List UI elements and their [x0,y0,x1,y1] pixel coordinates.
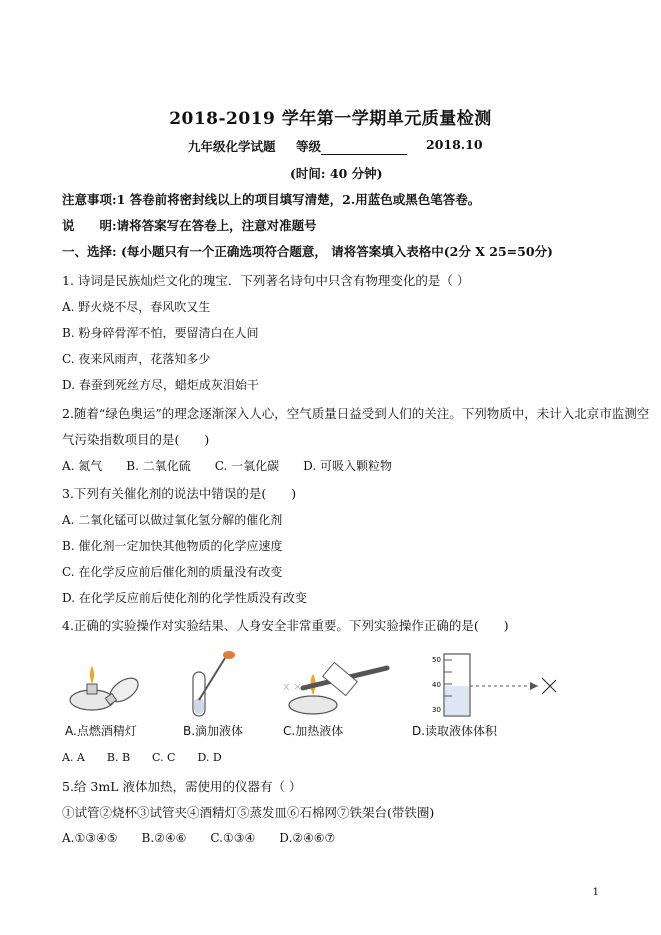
q1-option-c: C. 夜来风雨声，花落知多少 [62,352,211,366]
q5-items: ①试管②烧杯③试管夹④酒精灯⑤蒸发皿⑥石棉网⑦铁架台(带铁圈) [62,805,435,820]
q3-option-d: D. 在化学反应前后使化剂的化学性质没有改变 [62,591,307,605]
eye-icon [542,678,556,694]
arrow-head [530,682,538,690]
q3-option-c: C. 在化学反应前后催化剂的质量没有改变 [62,565,283,579]
watermark-text: x × [283,680,303,693]
q1-stem: 1. 诗词是民族灿烂文化的瑰宝．下列著名诗句中只含有物理变化的是（ ） [62,273,470,288]
dropper-figure [180,650,250,720]
fig-d-caption: D.读取液体体积 [412,724,498,738]
explain-note: 说 明:请将答案写在答卷上，注意对准题号 [62,218,317,233]
scale-label-top: 50 [432,656,441,664]
flame [90,666,94,684]
exam-title: 2018-2019 学年第一学期单元质量检测 [169,109,492,129]
q1-option-d: D. 春蚕到死丝方尽，蜡炬成灰泪始干 [62,378,259,392]
q4-stem: 4.正确的实验操作对实验结果、人身安全非常重要。下列实验操作正确的是( ) [62,618,509,633]
q3-option-b: B. 催化剂一定加快其他物质的化学应速度 [62,539,283,553]
liquid [194,698,204,714]
dropper-bulb [223,651,235,659]
q3-stem: 3.下列有关催化剂的说法中错误的是( ) [62,486,297,501]
fig-b-caption: B.滴加液体 [183,724,244,738]
attention-note: 注意事项:1 答卷前将密封线以上的项目填写清楚，2.用蓝色或黑色笔答卷。 [62,192,481,207]
level-label: 等级 [296,137,407,155]
scale-label-mid: 40 [432,681,441,689]
q2-stem-line1: 2.随着“绿色奥运”的理念逐渐深入人心，空气质量日益受到人们的关注。下列物质中，未计入北京市监测空 [62,406,650,421]
section-heading: 一、选择: (每小题只有一个正确选项符合题意， 请将答案填入表格中(2分 X 25=50分) [62,244,553,259]
level-blank [321,142,407,155]
heated-tube [323,662,358,695]
exam-time: (时间: 40 分钟) [290,166,383,181]
cylinder-figure [430,650,570,720]
heating-figure [275,650,400,720]
page-number: 1 [592,887,599,898]
q5-options: A.①③④⑤ B.②④⑥ C.①③④ D.②④⑥⑦ [62,831,336,845]
cylinder-liquid [445,686,469,715]
fig-c-caption: C.加热液体 [283,724,344,738]
alcohol-lamp-figure [60,650,150,720]
fig-a-caption: A.点燃酒精灯 [65,724,137,738]
q1-option-b: B. 粉身碎骨浑不怕，要留清白在人间 [62,326,259,340]
exam-date: 2018.10 [426,137,483,152]
q4-options: A. A B. B C. C D. D [62,751,222,764]
scale-label-bottom: 30 [432,706,441,714]
lamp-neck [87,684,97,694]
grade-exam-label: 九年级化学试题 [188,139,276,154]
q2-stem-line2: 气污染指数项目的是( ) [62,432,210,447]
q3-option-a: A. 二氧化锰可以做过氧化氢分解的催化剂 [62,513,283,527]
burner [289,696,337,714]
q5-stem: 5.给 3mL 液体加热，需使用的仪器有（ ） [62,779,302,794]
q1-option-a: A. 野火烧不尽，春风吹又生 [62,300,211,314]
q2-options: A. 氮气 B. 二氧化硫 C. 一氧化碳 D. 可吸入颗粒物 [62,459,392,473]
